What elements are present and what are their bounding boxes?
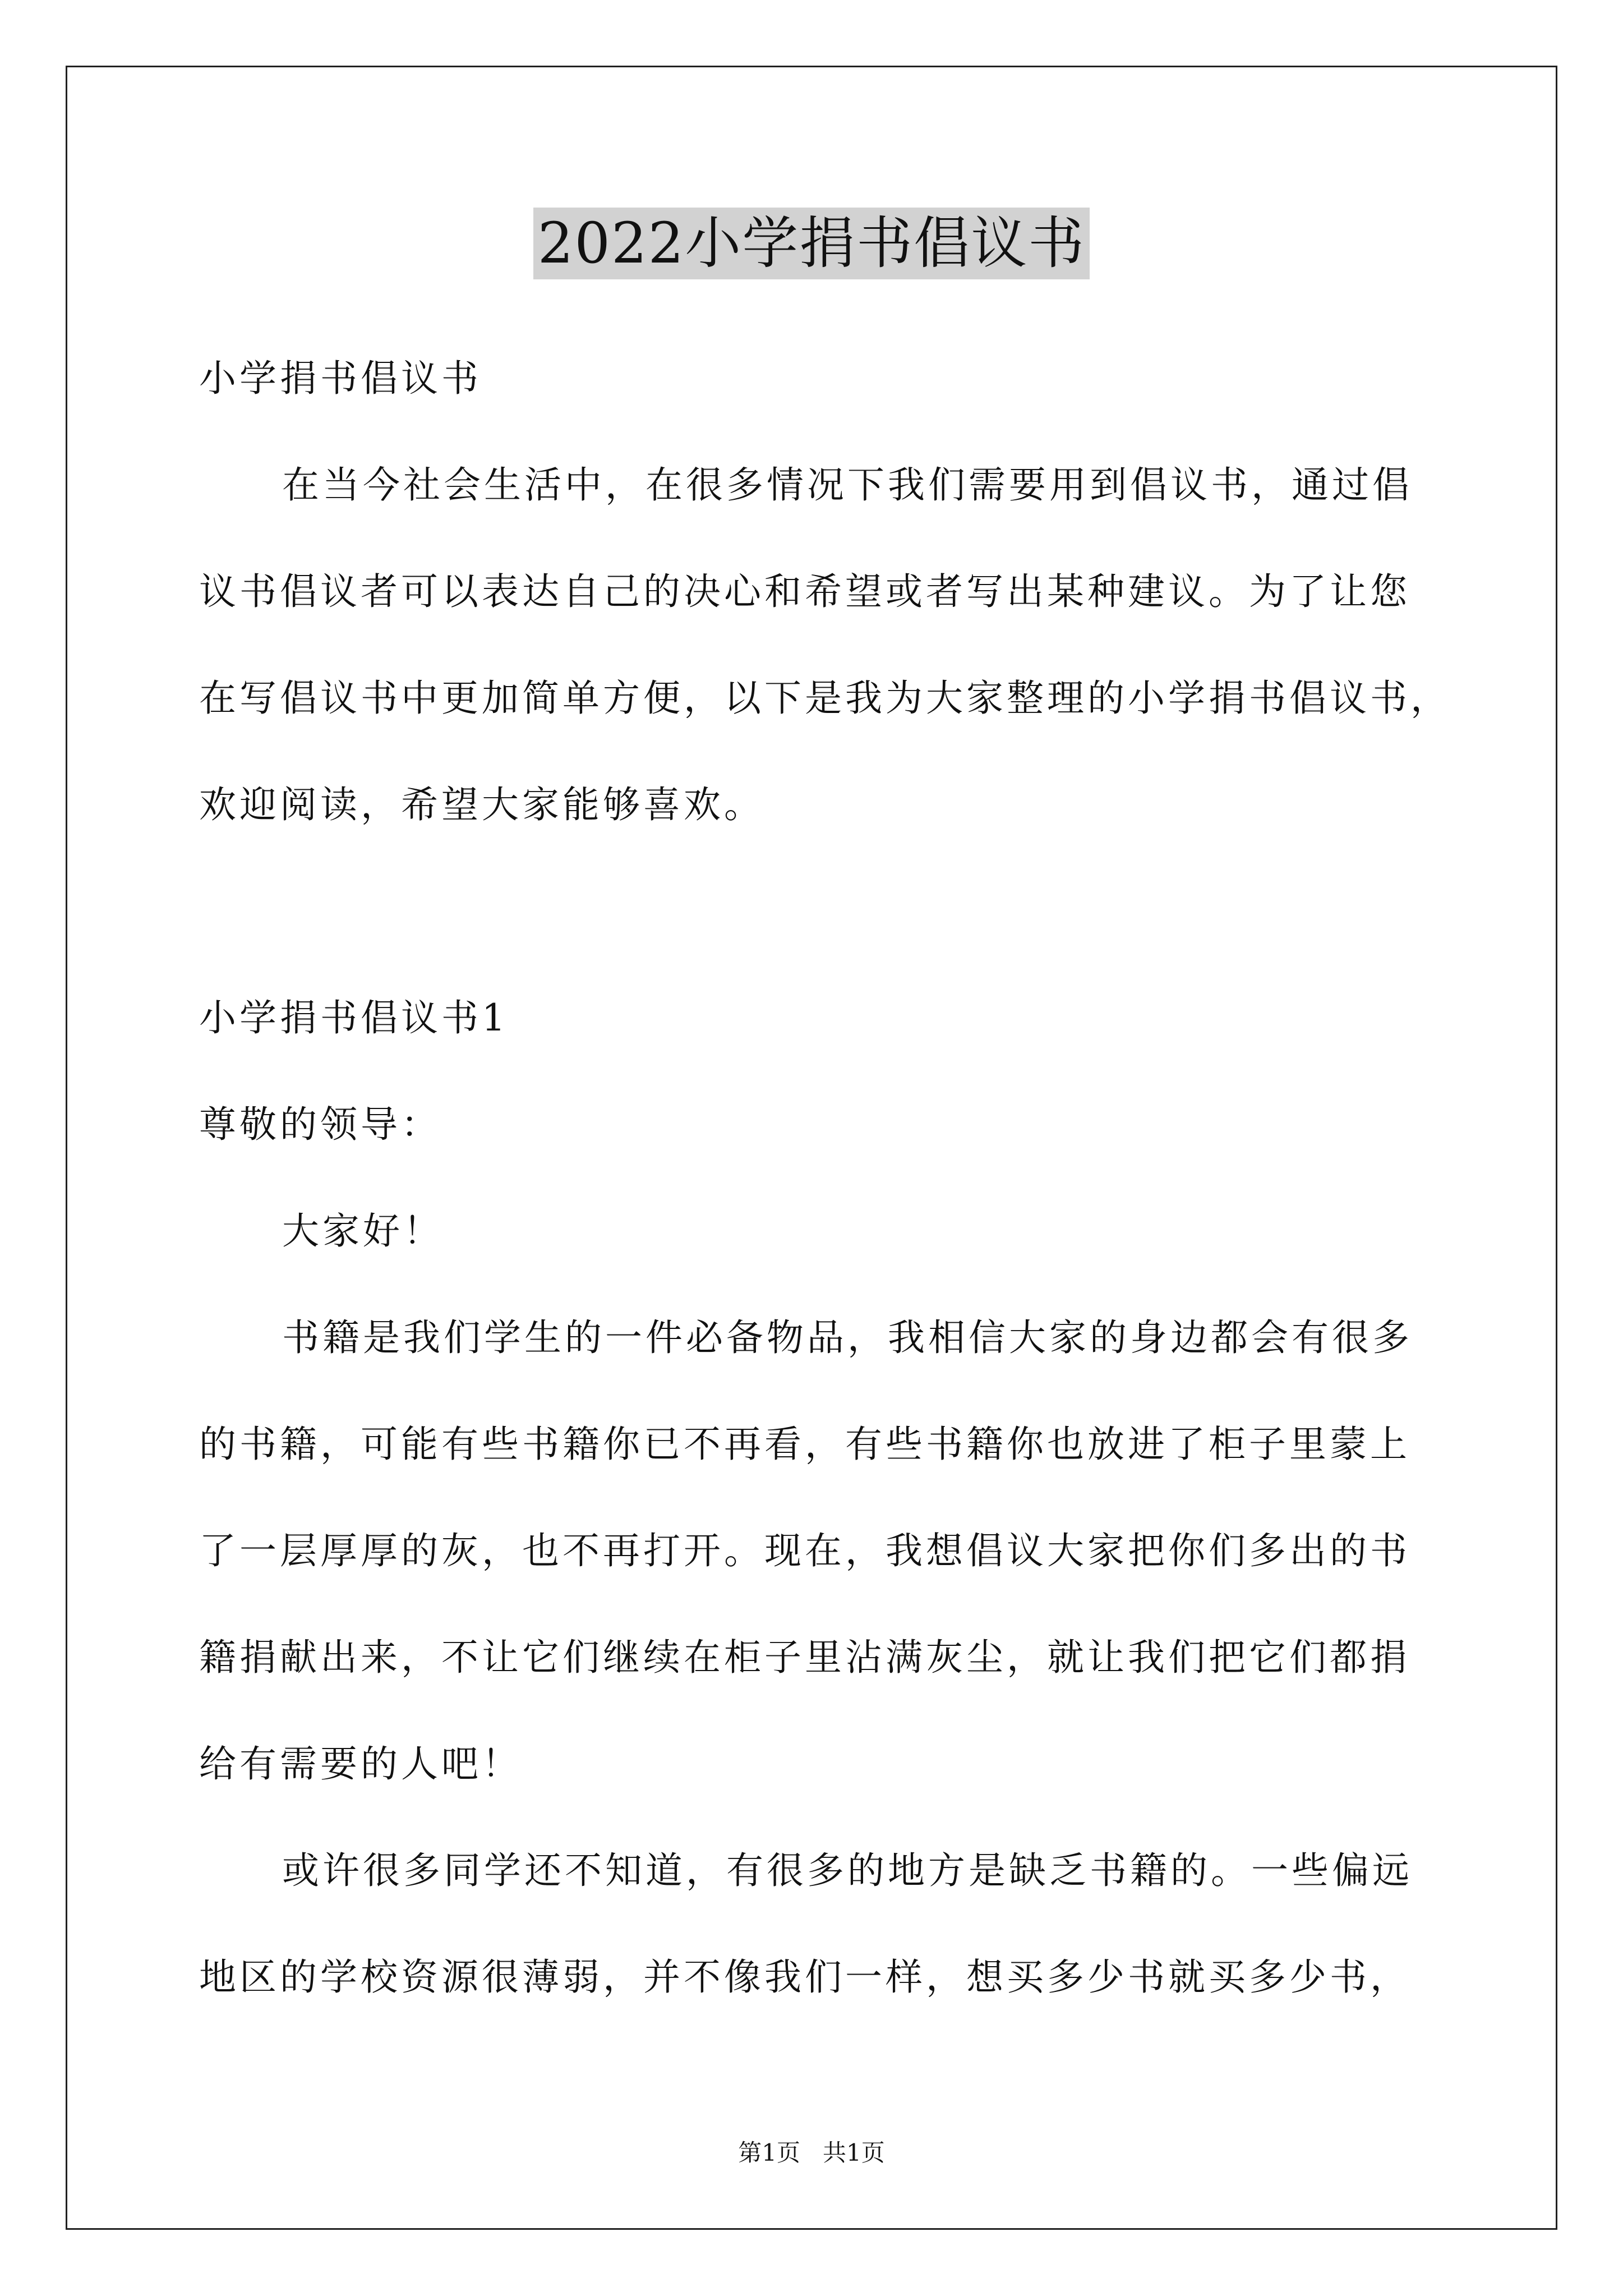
intro-line: 欢迎阅读，希望大家能够喜欢。: [199, 783, 764, 826]
paragraph-line: 了一层厚厚的灰，也不再打开。现在，我想倡议大家把你们多出的书: [199, 1529, 1410, 1572]
paragraph-line: 籍捐献出来，不让它们继续在柜子里沾满灰尘，就让我们把它们都捐: [199, 1636, 1410, 1679]
document-subtitle: 小学捐书倡议书: [199, 357, 482, 400]
intro-line: 议书倡议者可以表达自己的决心和希望或者写出某种建议。为了让您: [199, 570, 1410, 613]
paragraph-line: 的书籍，可能有些书籍你已不再看，有些书籍你也放进了柜子里蒙上: [199, 1423, 1410, 1466]
paragraph-line: 地区的学校资源很薄弱，并不像我们一样，想买多少书就买多少书，: [199, 1955, 1410, 1999]
intro-line: 在写倡议书中更加简单方便，以下是我为大家整理的小学捐书倡议书，: [199, 677, 1451, 720]
page-number: 第1页: [738, 2139, 800, 2166]
salutation: 尊敬的领导：: [199, 1103, 441, 1146]
intro-line: 在当今社会生活中，在很多情况下我们需要用到倡议书，通过倡: [282, 463, 1413, 507]
document-title: 2022小学捐书倡议书: [533, 208, 1090, 279]
paragraph-line: 或许很多同学还不知道，有很多的地方是缺乏书籍的。一些偏远: [282, 1849, 1413, 1892]
page-total: 共1页: [823, 2139, 885, 2166]
paragraph-line: 书籍是我们学生的一件必备物品，我相信大家的身边都会有很多: [282, 1316, 1413, 1359]
greeting: 大家好！: [282, 1209, 444, 1253]
page-footer: [0, 2137, 1623, 2169]
title-container: [0, 208, 1623, 279]
section-heading: 小学捐书倡议书1: [199, 996, 509, 1039]
paragraph-line: 给有需要的人吧！: [199, 1742, 522, 1786]
